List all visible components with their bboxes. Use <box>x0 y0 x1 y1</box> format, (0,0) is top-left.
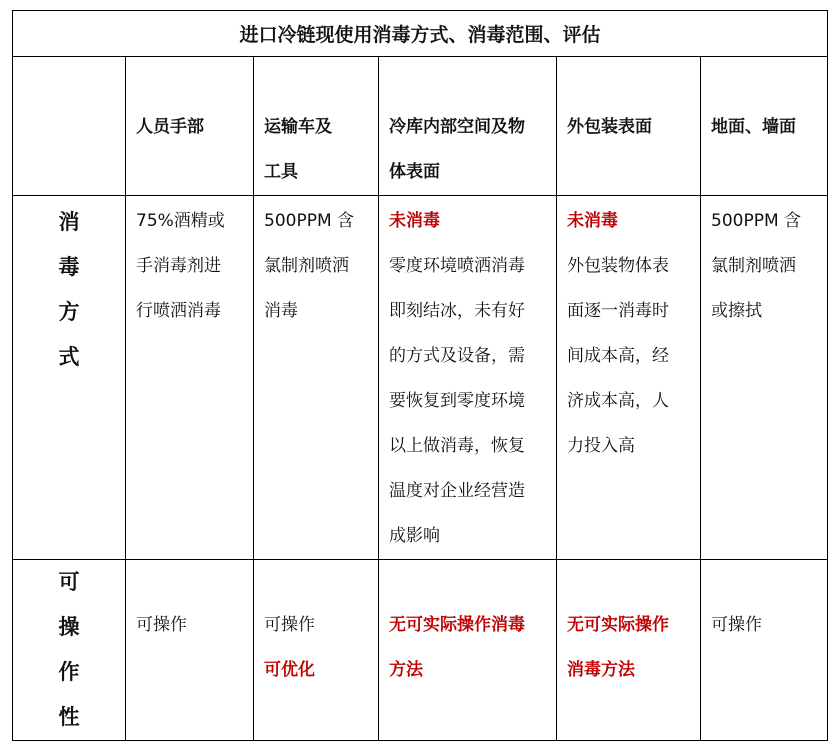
status-not-disinfected: 未消毒 <box>389 211 440 231</box>
operability-floors: 可操作 <box>701 560 828 741</box>
table-title: 进口冷链现使用消毒方式、消毒范围、评估 <box>13 11 828 57</box>
status-not-disinfected: 未消毒 <box>567 211 618 231</box>
header-hands: 人员手部 <box>126 57 254 196</box>
operability-packaging: 无可实际操作 消毒方法 <box>557 560 701 741</box>
header-floors: 地面、墙面 <box>701 57 828 196</box>
header-corner <box>13 57 126 196</box>
header-packaging: 外包装表面 <box>557 57 701 196</box>
method-coldstore: 未消毒 零度环境喷洒消毒 即刻结冰，未有好 的方式及设备，需 要恢复到零度环境 以上做消毒，恢复 温度对企业经营造 成影响 <box>379 196 557 560</box>
operability-hands: 可操作 <box>126 560 254 741</box>
method-floors: 500PPM 含 氯制剂喷洒 或擦拭 <box>701 196 828 560</box>
operability-vehicles: 可操作 可优化 <box>254 560 379 741</box>
disinfection-table <box>12 10 828 741</box>
optimizable-note: 可优化 <box>264 660 315 680</box>
row-label-method: 消 毒 方 式 <box>13 196 126 560</box>
operability-coldstore: 无可实际操作消毒 方法 <box>379 560 557 741</box>
row-label-operability: 可 操 作 性 <box>13 560 126 741</box>
header-vehicles: 运输车及 工具 <box>254 57 379 196</box>
method-hands: 75%酒精或 手消毒剂进 行喷洒消毒 <box>126 196 254 560</box>
method-vehicles: 500PPM 含 氯制剂喷洒 消毒 <box>254 196 379 560</box>
header-coldstore: 冷库内部空间及物 体表面 <box>379 57 557 196</box>
method-packaging: 未消毒 外包装物体表 面逐一消毒时 间成本高，经 济成本高，人 力投入高 <box>557 196 701 560</box>
